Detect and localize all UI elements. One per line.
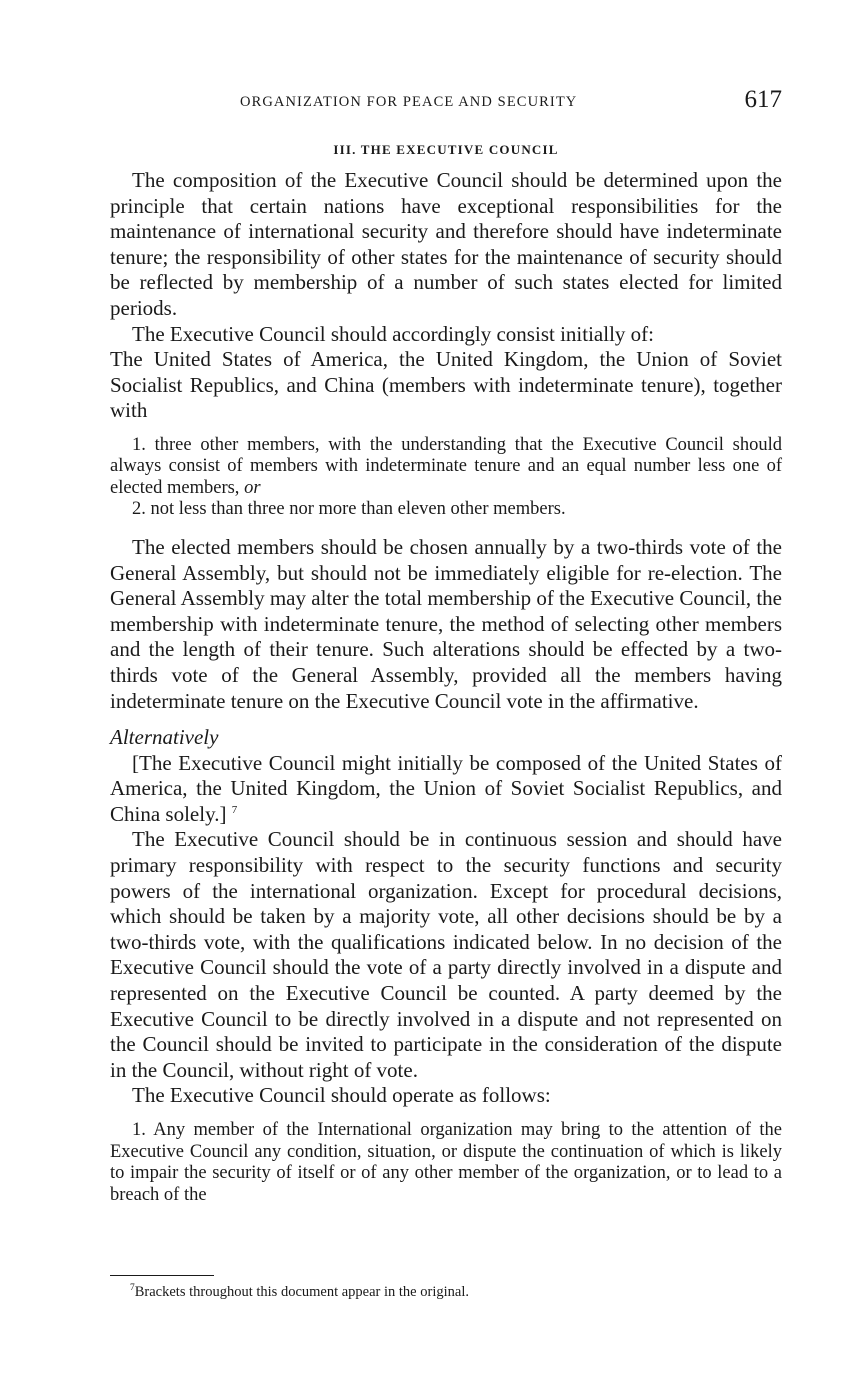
alternatively-label: Alternatively (110, 725, 219, 750)
paragraph-alternative (110, 751, 782, 828)
running-header (110, 88, 782, 122)
running-title: ORGANIZATION FOR PEACE AND SECURITY (240, 94, 578, 110)
option-two: 2. not less than three nor more than eleven other members. (132, 499, 566, 520)
option-one-or: or (244, 477, 261, 498)
paragraph-elected-members: The elected members should be chosen annually by a two-thirds vote of the General Assembly, but should not be immediately eligible for re-election. The General Assembly may alter the total membership of the Executive Council, the membership with indeterminate tenure, the method of selecting other members and the length of their tenure. Such alterations should be effected by a two-thirds vote of the General Assembly, provided all the members having indeterminate tenure on the Executive Council vote in the affirmative. (110, 534, 782, 713)
paragraph-alternative-text: [The Executive Council might initially be composed of the United States of America, the United Kingdom, the Union of Soviet Socialist Republics, and China solely.] (110, 750, 782, 826)
section-title: III. THE EXECUTIVE COUNCIL (333, 142, 559, 157)
footnote-divider (110, 1275, 214, 1276)
footnote-text: Brackets throughout this document appear in the original. (134, 1284, 469, 1300)
paragraph-operate: The Executive Council should operate as follows: (132, 1083, 551, 1108)
paragraph-initial-members: The United States of America, the United Kingdom, the Union of Soviet Socialist Republics, and China (members with indeterminate tenure), together with (110, 347, 782, 423)
footnote-marker: 7 (130, 1283, 135, 1294)
paragraph-composition: The composition of the Executive Council should be determined upon the principle that certain nations have exceptional responsibilities for the maintenance of international security and therefore should have indeterminate tenure; the responsibility of other states for the maintenance of security should be reflected by membership of a number of such states elected for limited periods. (110, 168, 782, 320)
page-number: 617 (744, 86, 782, 113)
footnote-reference: 7 (231, 803, 238, 816)
paragraph-session: The Executive Council should be in continuous session and should have primary responsibility with respect to the security functions and security powers of the international organization. Except for procedural decisions, which should be taken by a majority vote, all other decisions should be by a two-thirds vote, with the qualifications indicated below. In no decision of the Executive Council should the vote of a party directly involved in a dispute and represented on the Executive Council be counted. A party deemed by the Executive Council to be directly involved in a dispute and not represented on the Council should be invited to participate in the consideration of the dispute in the Council, without right of vote. (110, 827, 782, 1082)
option-one (110, 435, 782, 500)
footnote (130, 1283, 780, 1301)
list-item-one: 1. Any member of the International organization may bring to the attention of the Executive Council any condition, situation, or dispute the continuation of which is likely to impair the security of itself or of any other member of the organization, or to lead to a breach of the (110, 1120, 782, 1205)
option-one-text: 1. three other members, with the understanding that the Executive Council should always consist of members with indeterminate tenure and an equal number less one of elected members, (110, 434, 782, 498)
main-text (110, 168, 782, 1206)
paragraph-initial-members-intro: The Executive Council should accordingly consist initially of: (132, 321, 654, 346)
